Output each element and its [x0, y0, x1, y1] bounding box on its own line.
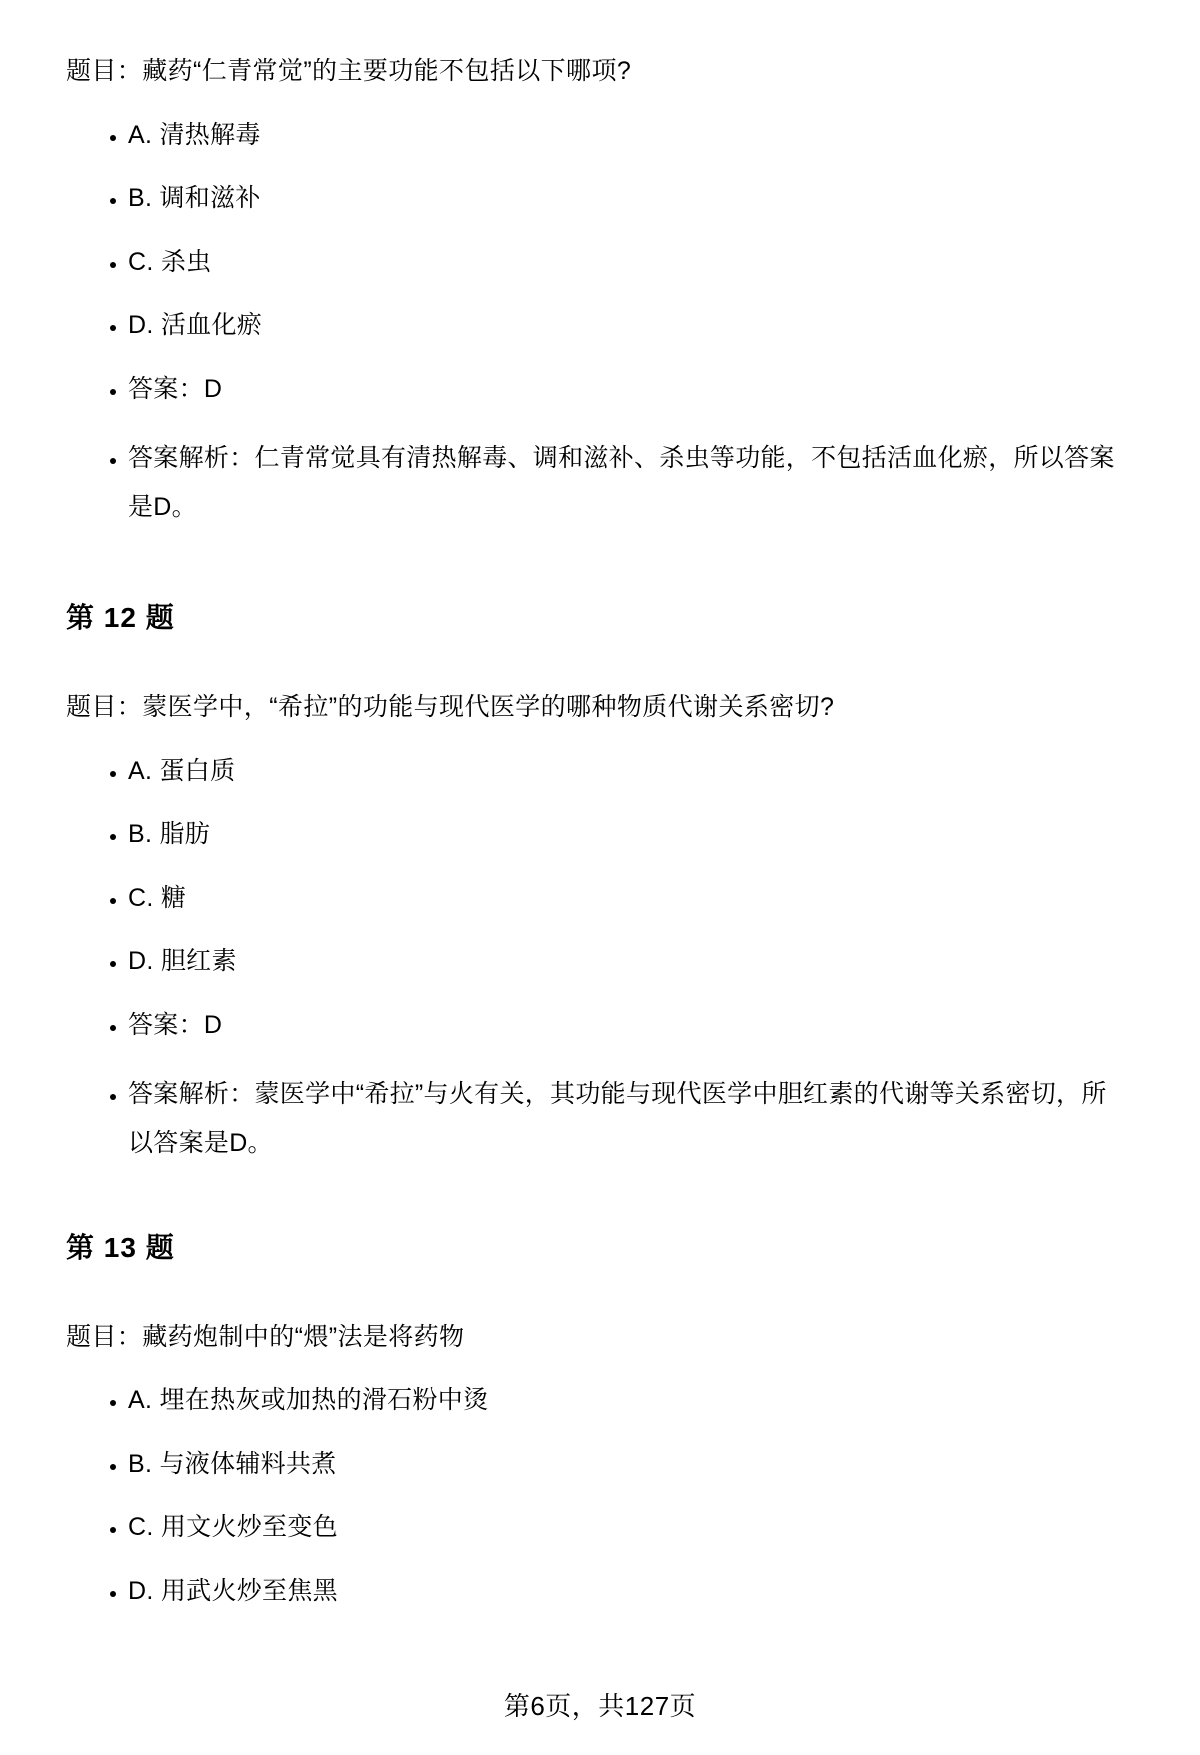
option-d: • D. 胆红素 [128, 943, 1128, 981]
spacer [66, 636, 1128, 688]
option-d: • D. 用武火炒至焦黑 [128, 1573, 1128, 1611]
option-list [66, 1382, 1128, 1610]
explanation-line: • 答案解析：蒙医学中“希拉”与火有关，其功能与现代医学中胆红素的代谢等关系密切，所以答案是D。 [128, 1070, 1128, 1168]
spacer [66, 1266, 1128, 1318]
option-a: • A. 蛋白质 [128, 753, 1128, 791]
answer-line: • 答案：D [128, 1007, 1128, 1045]
answer-line: • 答案：D [128, 371, 1128, 409]
question-block-3 [66, 1226, 1128, 1611]
option-d: • D. 活血化瘀 [128, 307, 1128, 345]
page-footer: 第6页，共127页 [503, 1691, 697, 1721]
option-b: • B. 与液体辅料共煮 [128, 1446, 1128, 1484]
question-block-1 [66, 52, 1128, 532]
question-stem: 题目：藏药“仁青常觉”的主要功能不包括以下哪项? [66, 57, 632, 85]
option-list [66, 753, 1128, 1168]
option-c: • C. 用文火炒至变色 [128, 1509, 1128, 1547]
option-c: • C. 杀虫 [128, 244, 1128, 282]
question-heading: 第 13 题 [66, 1231, 175, 1263]
option-c: • C. 糖 [128, 880, 1128, 918]
spacer [66, 532, 1128, 596]
explanation-line: • 答案解析：仁青常觉具有清热解毒、调和滋补、杀虫等功能，不包括活血化瘀，所以答案是D。 [128, 434, 1128, 532]
question-block-2 [66, 596, 1128, 1168]
option-b: • B. 调和滋补 [128, 180, 1128, 218]
question-heading: 第 12 题 [66, 601, 175, 633]
question-stem: 题目：藏药炮制中的“煨”法是将药物 [66, 1322, 465, 1351]
option-a: • A. 清热解毒 [128, 117, 1128, 155]
option-a: • A. 埋在热灰或加热的滑石粉中烫 [128, 1382, 1128, 1420]
spacer [66, 1168, 1128, 1226]
option-b: • B. 脂肪 [128, 816, 1128, 854]
question-stem: 题目：蒙医学中，“希拉”的功能与现代医学的哪种物质代谢关系密切? [66, 692, 835, 721]
option-list [66, 117, 1128, 532]
